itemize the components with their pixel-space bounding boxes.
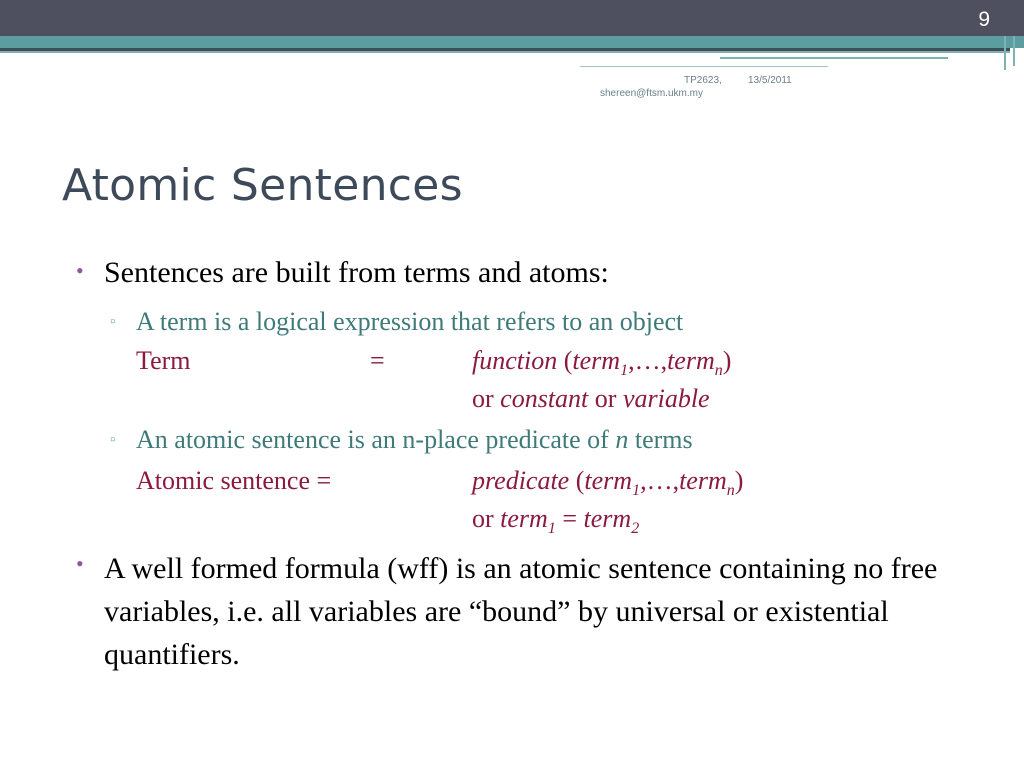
term-word: term <box>572 346 621 375</box>
slide-title: Atomic Sentences <box>62 160 463 211</box>
decorative-rule <box>580 66 828 67</box>
or-word: or <box>588 384 623 413</box>
sub-bullet-2-post: terms <box>628 425 693 454</box>
or-word: or <box>472 504 501 533</box>
sub-bullet-2-pre: An atomic sentence is an n-place predicate of <box>136 425 616 454</box>
bullet-dot-icon: • <box>76 258 84 283</box>
paren-close: ) <box>734 466 744 495</box>
atomic-definition <box>472 466 743 500</box>
page-number: 9 <box>978 8 990 31</box>
term-alternatives <box>472 384 710 414</box>
term-word: term <box>500 504 548 533</box>
subscript: 1 <box>632 482 641 500</box>
term-label: Term <box>136 346 191 375</box>
subscript: n <box>726 482 735 500</box>
term-word: term <box>584 466 633 495</box>
decorative-rule <box>1013 36 1015 66</box>
equals-sign: = <box>555 504 584 533</box>
bullet-dot-icon: • <box>76 551 84 576</box>
sub-bullet-2-text <box>136 425 693 455</box>
header-accent-band <box>0 36 1024 48</box>
term-word: term <box>679 466 727 495</box>
decorative-rule <box>1004 36 1006 70</box>
bullet-1-text: Sentences are built from terms and atoms: <box>104 256 609 289</box>
subscript: 2 <box>631 520 640 538</box>
footer-course: TP2623, <box>684 75 722 86</box>
header-rule-teal <box>0 51 1010 53</box>
sub-bullet-square-icon: ▫ <box>110 432 116 448</box>
subscript: n <box>714 362 723 380</box>
predicate-word: predicate <box>472 466 570 495</box>
ellipsis: ,…, <box>628 346 668 375</box>
footer-date: 13/5/2011 <box>748 75 792 86</box>
sub-bullet-square-icon: ▫ <box>110 314 116 330</box>
constant-word: constant <box>500 384 589 413</box>
subscript: 1 <box>547 520 556 538</box>
atomic-label: Atomic sentence = <box>136 466 332 495</box>
atomic-alternative <box>472 504 639 538</box>
or-word: or <box>472 384 501 413</box>
term-word: term <box>583 504 632 533</box>
subscript: 1 <box>620 362 629 380</box>
footer-email: shereen@ftsm.ukm.my <box>600 88 703 99</box>
term-equals: = <box>370 346 385 375</box>
decorative-rule <box>720 57 948 59</box>
term-word: term <box>667 346 715 375</box>
paren-close: ) <box>722 346 732 375</box>
paren-open: ( <box>569 466 585 495</box>
bullet-2-text: A well formed formula (wff) is an atomic sentence containing no free variables, i.e. all variables are “bound” by universal or existential quantifiers. <box>104 552 938 671</box>
function-word: function <box>472 346 558 375</box>
slide-footer <box>600 74 830 100</box>
term-definition <box>472 346 731 380</box>
header-bar <box>0 0 1024 36</box>
paren-open: ( <box>557 346 573 375</box>
sub-bullet-1-text: A term is a logical expression that refers to an object <box>136 307 684 336</box>
n-word: n <box>615 425 629 454</box>
ellipsis: ,…, <box>640 466 680 495</box>
variable-word: variable <box>622 384 710 413</box>
